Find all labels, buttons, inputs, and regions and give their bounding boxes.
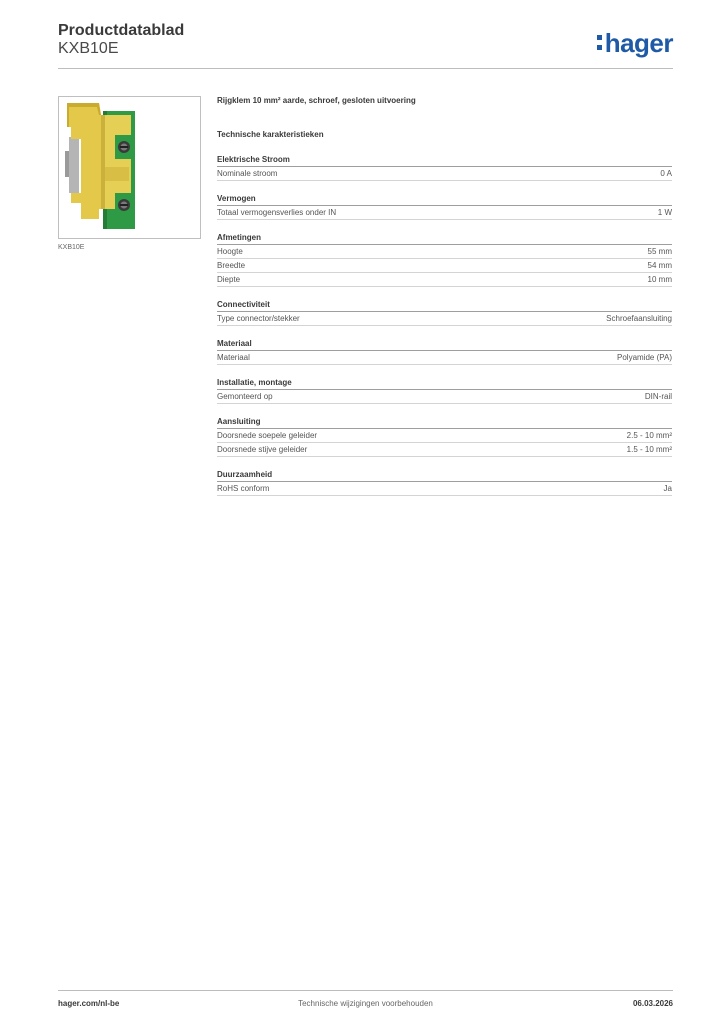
spec-row: [217, 390, 672, 404]
footer-website-link[interactable]: hager.com/nl-be: [58, 999, 120, 1008]
spec-row: [217, 206, 672, 220]
spec-label: Doorsnede stijve geleider: [217, 445, 308, 454]
spec-value: 54 mm: [647, 261, 672, 270]
logo-colon-icon: [597, 34, 604, 52]
spec-group: [217, 300, 672, 326]
product-image: [58, 96, 201, 239]
spec-label: Materiaal: [217, 353, 250, 362]
terminal-block-icon: [59, 97, 200, 238]
spec-value: Schroefaansluiting: [606, 314, 672, 323]
spec-group: [217, 194, 672, 220]
spec-row: [217, 351, 672, 365]
group-title: Vermogen: [217, 194, 672, 206]
spec-group: [217, 233, 672, 287]
page-footer: [58, 990, 673, 1008]
spec-row: [217, 245, 672, 259]
footer-date: 06.03.2026: [632, 999, 673, 1008]
spec-group: [217, 470, 672, 496]
spec-value: 1.5 - 10 mm²: [626, 445, 672, 454]
hager-logo: [597, 28, 673, 59]
group-title: Elektrische Stroom: [217, 155, 672, 167]
spec-row: [217, 273, 672, 287]
image-caption: KXB10E: [58, 244, 85, 251]
group-title: Duurzaamheid: [217, 470, 672, 482]
logo-text: hager: [604, 28, 673, 58]
spec-value: DIN-rail: [644, 392, 672, 401]
spec-value: 0 A: [660, 169, 672, 178]
spec-value: 2.5 - 10 mm²: [626, 431, 672, 440]
spec-row: [217, 167, 672, 181]
product-description: Rijgklem 10 mm² aarde, schroef, gesloten uitvoering: [217, 96, 416, 105]
document-title: Productdatablad: [58, 22, 185, 39]
group-title: Afmetingen: [217, 233, 672, 245]
spec-label: Hoogte: [217, 247, 243, 256]
group-title: Connectiviteit: [217, 300, 672, 312]
spec-row: [217, 443, 672, 457]
spec-value: 1 W: [657, 208, 672, 217]
spec-value: Polyamide (PA): [617, 353, 672, 362]
spec-group: [217, 378, 672, 404]
spec-value: 55 mm: [647, 247, 672, 256]
group-title: Materiaal: [217, 339, 672, 351]
spec-label: Type connector/stekker: [217, 314, 300, 323]
spec-label: RoHS conform: [217, 484, 270, 493]
spec-label: Doorsnede soepele geleider: [217, 431, 318, 440]
group-title: Aansluiting: [217, 417, 672, 429]
spec-label: Breedte: [217, 261, 246, 270]
spec-row: [217, 259, 672, 273]
spec-group: [217, 155, 672, 181]
spec-label: Totaal vermogensverlies onder IN: [217, 208, 337, 217]
spec-row: [217, 312, 672, 326]
page-header: [58, 22, 673, 69]
section-title: Technische karakteristieken: [217, 130, 324, 139]
footer-note: Technische wijzigingen voorbehouden: [298, 999, 433, 1008]
spec-row: [217, 429, 672, 443]
spec-value: Ja: [663, 484, 672, 493]
spec-content: [217, 96, 672, 496]
spec-label: Diepte: [217, 275, 241, 284]
spec-value: 10 mm: [647, 275, 672, 284]
spec-group: [217, 417, 672, 457]
spec-group: [217, 339, 672, 365]
group-title: Installatie, montage: [217, 378, 672, 390]
spec-label: Nominale stroom: [217, 169, 278, 178]
product-code: KXB10E: [58, 40, 119, 57]
spec-row: [217, 482, 672, 496]
spec-label: Gemonteerd op: [217, 392, 273, 401]
